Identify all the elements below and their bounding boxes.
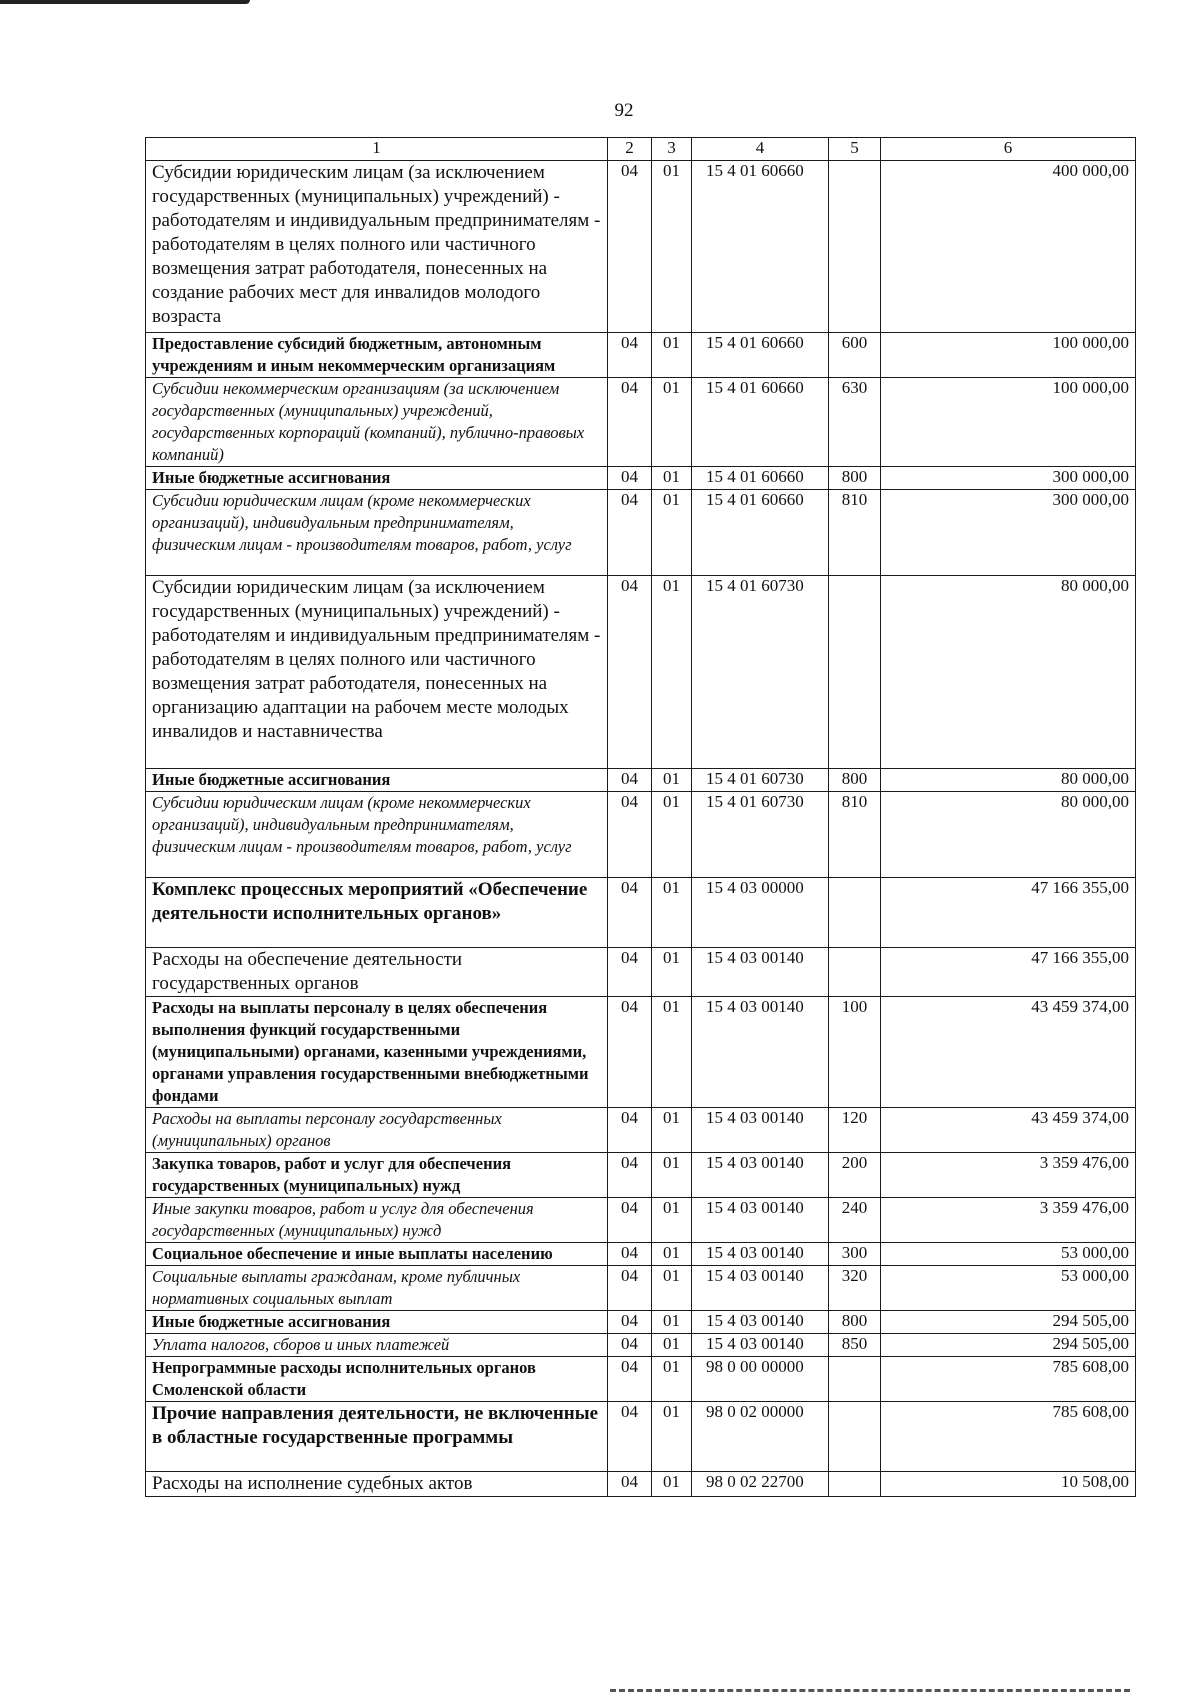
- row-target-code: 15 4 01 60660: [692, 467, 829, 490]
- row-section: 04: [608, 576, 652, 769]
- row-subsection: 01: [652, 792, 692, 878]
- table-row: [146, 1153, 1136, 1198]
- row-section: 04: [608, 1243, 652, 1266]
- row-amount: 47 166 355,00: [881, 948, 1136, 997]
- row-target-code: 15 4 01 60730: [692, 769, 829, 792]
- row-section: 04: [608, 490, 652, 576]
- row-name: Предоставление субсидий бюджетным, автономным учреждениям и иным некоммерческим организациям: [146, 333, 608, 378]
- column-header-subsection: 3: [652, 138, 692, 161]
- row-name: Расходы на выплаты персоналу в целях обеспечения выполнения функций государственными (муниципальными) органами, казенными учреждениями, органами управления государственными внебюджетными фондами: [146, 997, 608, 1108]
- row-section: 04: [608, 1472, 652, 1497]
- row-section: 04: [608, 1153, 652, 1198]
- row-expense-type: 800: [829, 769, 881, 792]
- table-row: [146, 1266, 1136, 1311]
- row-target-code: 15 4 03 00140: [692, 1153, 829, 1198]
- row-section: 04: [608, 1402, 652, 1472]
- row-target-code: 15 4 03 00140: [692, 1266, 829, 1311]
- table-row: [146, 378, 1136, 467]
- table-row: [146, 490, 1136, 576]
- row-amount: 3 359 476,00: [881, 1153, 1136, 1198]
- row-target-code: 15 4 03 00000: [692, 878, 829, 948]
- row-subsection: 01: [652, 576, 692, 769]
- table-row: [146, 576, 1136, 769]
- row-amount: 294 505,00: [881, 1311, 1136, 1334]
- row-section: 04: [608, 161, 652, 333]
- row-expense-type: 240: [829, 1198, 881, 1243]
- row-subsection: 01: [652, 1357, 692, 1402]
- row-target-code: 15 4 03 00140: [692, 948, 829, 997]
- row-section: 04: [608, 792, 652, 878]
- row-name: Иные бюджетные ассигнования: [146, 467, 608, 490]
- table-header-row: [146, 138, 1136, 161]
- row-expense-type: 300: [829, 1243, 881, 1266]
- row-subsection: 01: [652, 161, 692, 333]
- row-name: Субсидии юридическим лицам (кроме некоммерческих организаций), индивидуальным предпринимателям, физическим лицам - производителям товаров, работ, услуг: [146, 490, 608, 576]
- row-amount: 785 608,00: [881, 1402, 1136, 1472]
- page-number: 92: [614, 100, 634, 121]
- row-expense-type: 600: [829, 333, 881, 378]
- row-section: 04: [608, 1334, 652, 1357]
- column-header-section: 2: [608, 138, 652, 161]
- row-name: Расходы на обеспечение деятельности государственных органов: [146, 948, 608, 997]
- row-subsection: 01: [652, 997, 692, 1108]
- row-name: Субсидии некоммерческим организациям (за исключением государственных (муниципальных) учреждений, государственных корпораций (компаний), публично-правовых компаний): [146, 378, 608, 467]
- row-subsection: 01: [652, 1311, 692, 1334]
- table-row: [146, 1198, 1136, 1243]
- row-section: 04: [608, 948, 652, 997]
- row-section: 04: [608, 997, 652, 1108]
- row-name: Непрограммные расходы исполнительных органов Смоленской области: [146, 1357, 608, 1402]
- row-subsection: 01: [652, 1402, 692, 1472]
- row-target-code: 15 4 01 60730: [692, 576, 829, 769]
- row-expense-type: 100: [829, 997, 881, 1108]
- row-target-code: 15 4 01 60660: [692, 378, 829, 467]
- row-expense-type: 810: [829, 490, 881, 576]
- row-subsection: 01: [652, 1153, 692, 1198]
- table-body: [146, 138, 1136, 1497]
- table-row: [146, 1472, 1136, 1497]
- column-header-name: 1: [146, 138, 608, 161]
- row-target-code: 15 4 01 60660: [692, 161, 829, 333]
- row-amount: 100 000,00: [881, 378, 1136, 467]
- column-header-amount: 6: [881, 138, 1136, 161]
- table-row: [146, 948, 1136, 997]
- row-name: Социальные выплаты гражданам, кроме публичных нормативных социальных выплат: [146, 1266, 608, 1311]
- row-expense-type: 800: [829, 1311, 881, 1334]
- table-row: [146, 1357, 1136, 1402]
- row-expense-type: [829, 576, 881, 769]
- row-amount: 3 359 476,00: [881, 1198, 1136, 1243]
- row-amount: 400 000,00: [881, 161, 1136, 333]
- table-row: [146, 1108, 1136, 1153]
- row-section: 04: [608, 878, 652, 948]
- row-expense-type: [829, 161, 881, 333]
- row-expense-type: 320: [829, 1266, 881, 1311]
- row-section: 04: [608, 333, 652, 378]
- column-header-expense-type: 5: [829, 138, 881, 161]
- budget-table: [145, 137, 1136, 1497]
- row-section: 04: [608, 378, 652, 467]
- row-expense-type: 810: [829, 792, 881, 878]
- row-name: Расходы на исполнение судебных актов: [146, 1472, 608, 1497]
- row-expense-type: 630: [829, 378, 881, 467]
- table-row: [146, 769, 1136, 792]
- row-target-code: 15 4 03 00140: [692, 1243, 829, 1266]
- row-amount: 294 505,00: [881, 1334, 1136, 1357]
- row-target-code: 15 4 01 60730: [692, 792, 829, 878]
- row-subsection: 01: [652, 1108, 692, 1153]
- row-expense-type: 120: [829, 1108, 881, 1153]
- row-amount: 47 166 355,00: [881, 878, 1136, 948]
- row-target-code: 98 0 02 00000: [692, 1402, 829, 1472]
- row-target-code: 98 0 02 22700: [692, 1472, 829, 1497]
- row-target-code: 15 4 03 00140: [692, 997, 829, 1108]
- row-expense-type: [829, 1472, 881, 1497]
- row-name: Уплата налогов, сборов и иных платежей: [146, 1334, 608, 1357]
- row-amount: 53 000,00: [881, 1266, 1136, 1311]
- row-target-code: 15 4 03 00140: [692, 1198, 829, 1243]
- row-name: Субсидии юридическим лицам (за исключением государственных (муниципальных) учреждений) - работодателям и индивидуальным предпринимателям - работодателям в целях полного или частичного возмещения затрат работодателя, понесенных на организацию адаптации на рабочем месте молодых инвалидов и наставничества: [146, 576, 608, 769]
- row-subsection: 01: [652, 333, 692, 378]
- table-row: [146, 1243, 1136, 1266]
- row-section: 04: [608, 769, 652, 792]
- row-subsection: 01: [652, 1334, 692, 1357]
- row-name: Иные закупки товаров, работ и услуг для обеспечения государственных (муниципальных) нужд: [146, 1198, 608, 1243]
- row-expense-type: [829, 1357, 881, 1402]
- row-expense-type: 200: [829, 1153, 881, 1198]
- row-subsection: 01: [652, 1243, 692, 1266]
- table-row: [146, 1402, 1136, 1472]
- row-section: 04: [608, 467, 652, 490]
- row-name: Иные бюджетные ассигнования: [146, 1311, 608, 1334]
- row-expense-type: [829, 948, 881, 997]
- row-subsection: 01: [652, 948, 692, 997]
- row-amount: 100 000,00: [881, 333, 1136, 378]
- table-row: [146, 792, 1136, 878]
- row-amount: 300 000,00: [881, 467, 1136, 490]
- row-expense-type: [829, 1402, 881, 1472]
- row-amount: 80 000,00: [881, 769, 1136, 792]
- row-amount: 300 000,00: [881, 490, 1136, 576]
- row-amount: 785 608,00: [881, 1357, 1136, 1402]
- table-row: [146, 333, 1136, 378]
- row-target-code: 15 4 03 00140: [692, 1311, 829, 1334]
- row-section: 04: [608, 1108, 652, 1153]
- row-subsection: 01: [652, 467, 692, 490]
- row-subsection: 01: [652, 878, 692, 948]
- row-subsection: 01: [652, 769, 692, 792]
- table-row: [146, 878, 1136, 948]
- column-header-target: 4: [692, 138, 829, 161]
- row-amount: 80 000,00: [881, 792, 1136, 878]
- row-section: 04: [608, 1266, 652, 1311]
- row-section: 04: [608, 1357, 652, 1402]
- table-row: [146, 1334, 1136, 1357]
- scan-edge-mark: [0, 0, 250, 4]
- row-expense-type: 800: [829, 467, 881, 490]
- row-target-code: 15 4 03 00140: [692, 1334, 829, 1357]
- row-amount: 10 508,00: [881, 1472, 1136, 1497]
- row-subsection: 01: [652, 1472, 692, 1497]
- table-row: [146, 161, 1136, 333]
- row-name: Прочие направления деятельности, не включенные в областные государственные программы: [146, 1402, 608, 1472]
- row-amount: 53 000,00: [881, 1243, 1136, 1266]
- row-expense-type: 850: [829, 1334, 881, 1357]
- row-expense-type: [829, 878, 881, 948]
- row-amount: 43 459 374,00: [881, 1108, 1136, 1153]
- row-name: Субсидии юридическим лицам (кроме некоммерческих организаций), индивидуальным предпринимателям, физическим лицам - производителям товаров, работ, услуг: [146, 792, 608, 878]
- row-section: 04: [608, 1311, 652, 1334]
- row-target-code: 98 0 00 00000: [692, 1357, 829, 1402]
- row-amount: 43 459 374,00: [881, 997, 1136, 1108]
- row-name: Социальное обеспечение и иные выплаты населению: [146, 1243, 608, 1266]
- row-amount: 80 000,00: [881, 576, 1136, 769]
- row-subsection: 01: [652, 1198, 692, 1243]
- row-target-code: 15 4 01 60660: [692, 490, 829, 576]
- table-row: [146, 997, 1136, 1108]
- row-section: 04: [608, 1198, 652, 1243]
- row-name: Комплекс процессных мероприятий «Обеспечение деятельности исполнительных органов»: [146, 878, 608, 948]
- row-name: Закупка товаров, работ и услуг для обеспечения государственных (муниципальных) нужд: [146, 1153, 608, 1198]
- scan-bottom-artifact: [610, 1689, 1130, 1692]
- table-row: [146, 1311, 1136, 1334]
- row-name: Субсидии юридическим лицам (за исключением государственных (муниципальных) учреждений) - работодателям и индивидуальным предпринимателям - работодателям в целях полного или частичного возмещения затрат работодателя, понесенных на создание рабочих мест для инвалидов молодого возраста: [146, 161, 608, 333]
- table-row: [146, 467, 1136, 490]
- row-target-code: 15 4 01 60660: [692, 333, 829, 378]
- row-subsection: 01: [652, 490, 692, 576]
- row-target-code: 15 4 03 00140: [692, 1108, 829, 1153]
- row-subsection: 01: [652, 378, 692, 467]
- row-name: Расходы на выплаты персоналу государственных (муниципальных) органов: [146, 1108, 608, 1153]
- row-name: Иные бюджетные ассигнования: [146, 769, 608, 792]
- row-subsection: 01: [652, 1266, 692, 1311]
